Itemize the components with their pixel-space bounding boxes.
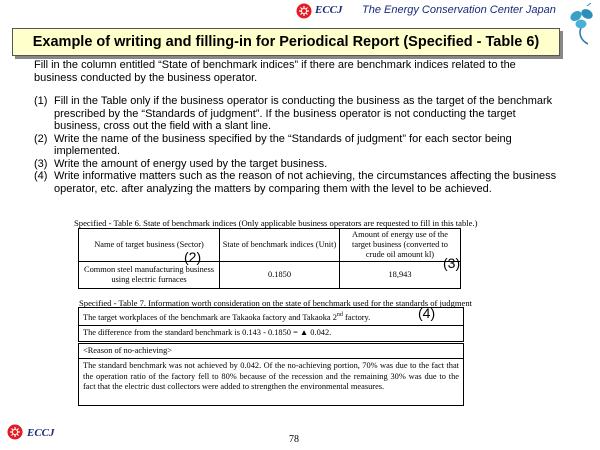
table7-row-reason-text: The standard benchmark was not achieved by 0.042. Of the no-achieving portion, 70% was due to the fact that the operation ratio of the factory fell to 80% because of the recession and the remaining 30% was due to the fact that the electric dust collectors were added to strengthen the environmental measures.: [79, 359, 464, 406]
table6-header-energy: Amount of energy use of the target business (converted to crude oil amount kl): [340, 229, 461, 262]
table6-cell-energy: 18,943: [340, 262, 461, 289]
marker-2: (2): [184, 249, 202, 265]
table7-row-workplaces: The target workplaces of the benchmark are Takaoka factory and Takaoka 2nd factory.: [79, 308, 464, 326]
slide-title: Example of writing and filling-in for Periodical Report (Specified - Table 6): [32, 34, 540, 50]
intro-paragraph: Fill in the column entitled “State of benchmark indices” if there are benchmark indices related to the business conducted by the business operator.: [34, 59, 516, 84]
table-row: [79, 342, 464, 359]
footer-eccj-logo-icon: [7, 424, 23, 440]
table7-row-reason-heading: <Reason of no-achieving>: [79, 342, 464, 359]
table-row: [79, 308, 464, 326]
list-item: (1) Fill in the Table only if the business operator is conducting the business as the target of the benchmark prescribed by the “Standards of judgment”. If the business operator is not conducting the target business, cross out the field with a slant line.: [34, 95, 553, 132]
table7-caption: Specified - Table 7. Information worth consideration on the state of benchmark used for the standards of judgment: [79, 298, 473, 308]
header-organization: The Energy Conservation Center Japan: [362, 4, 556, 16]
table-row: [79, 262, 461, 289]
marker-3: (3): [443, 255, 461, 271]
table-row: [79, 359, 464, 406]
table6-header-index: State of benchmark indices (Unit): [220, 229, 340, 262]
list-item: (4) Write informative matters such as the reason of not achieving, the circumstances affecting the business operator, etc. after analyzing the matters by comparing them with the level to be achieved.: [34, 170, 557, 195]
eccj-logo-icon: [296, 3, 312, 19]
table6-caption: Specified - Table 6. State of benchmark indices (Only applicable business operators are requested to fill in this table.): [74, 218, 478, 228]
table7-row-difference: The difference from the standard benchmark is 0.143 - 0.1850 = ▲ 0.042.: [79, 326, 464, 343]
table6-header-sector: Name of target business (Sector): [79, 229, 220, 262]
table-header-row: [79, 229, 461, 262]
header-logo-text: ECCJ: [315, 4, 343, 16]
instruction-list: [34, 95, 560, 195]
page-number: 78: [289, 434, 299, 445]
table6-cell-business: Common steel manufacturing business using electric furnaces: [79, 262, 220, 289]
table6-cell-index: 0.1850: [220, 262, 340, 289]
list-item: (2) Write the name of the business specified by the “Standards of judgment” for each sector being implemented.: [34, 132, 512, 157]
table6: [78, 228, 461, 289]
table7: [78, 307, 464, 406]
clover-logo-icon: [566, 2, 596, 46]
slide-title-box: [12, 28, 560, 56]
list-item: (3) Write the amount of energy used by the target business.: [34, 157, 328, 170]
footer-logo-text: ECCJ: [27, 427, 55, 439]
marker-4: (4): [418, 305, 436, 321]
table-row: [79, 326, 464, 343]
